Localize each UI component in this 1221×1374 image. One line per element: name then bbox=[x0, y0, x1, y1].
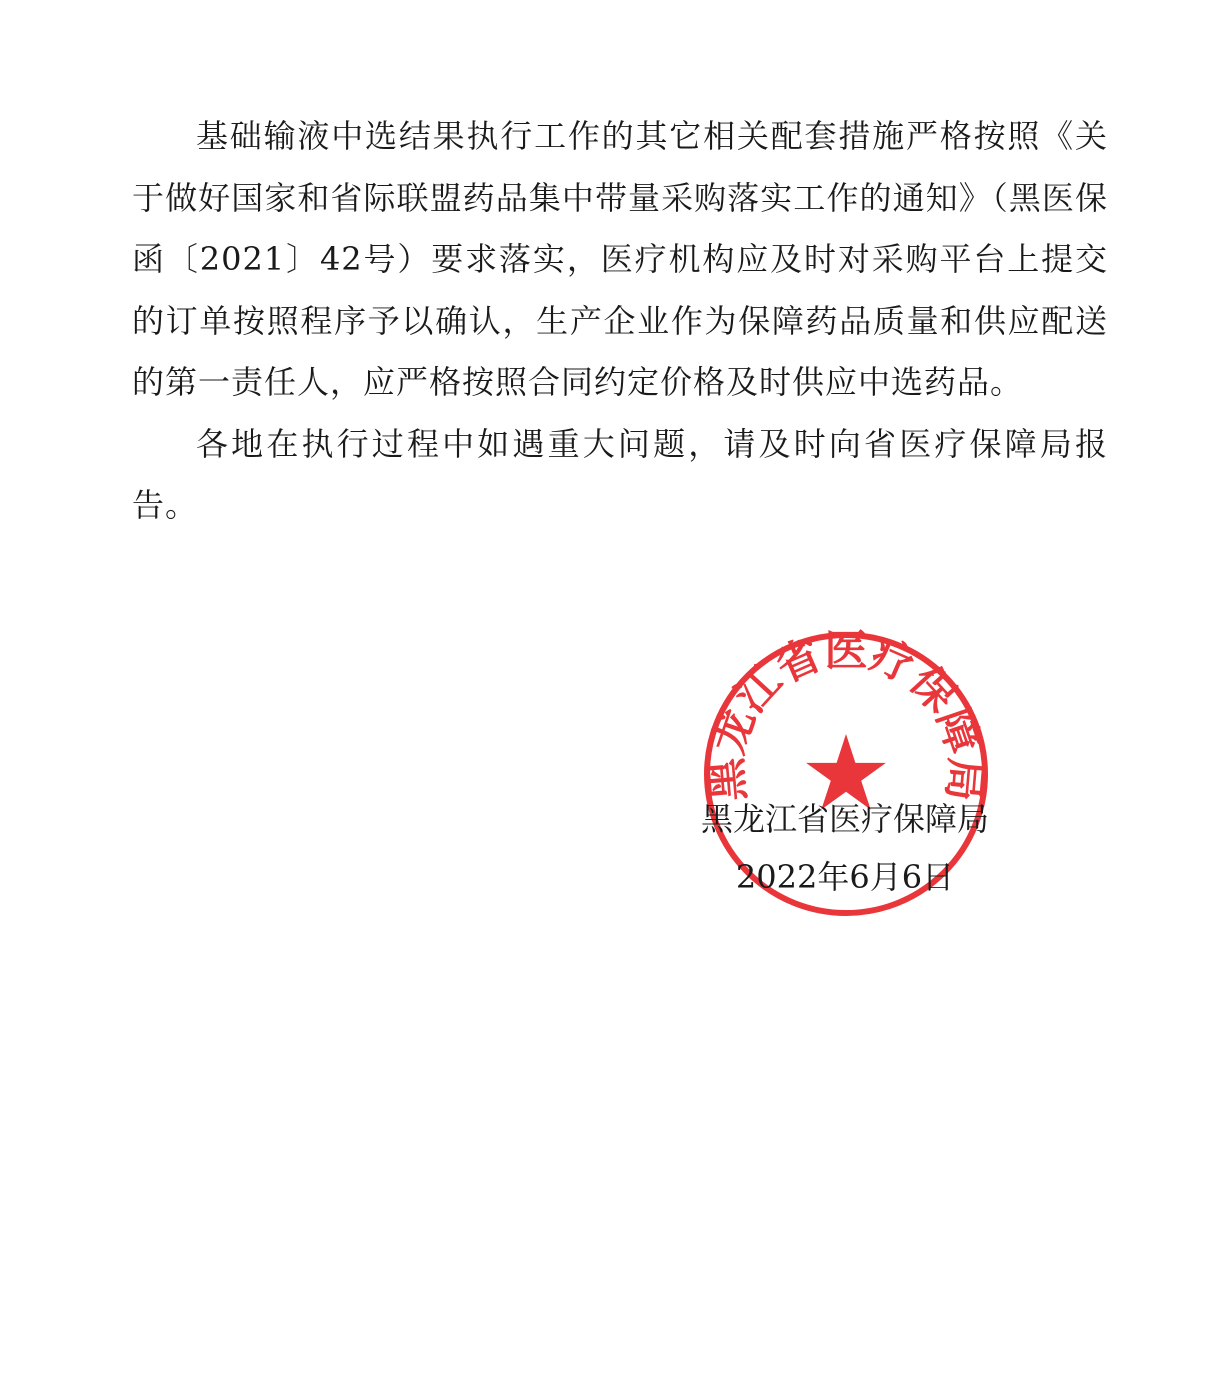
paragraph-report-issues: 各地在执行过程中如遇重大问题，请及时向省医疗保障局报告。 bbox=[132, 424, 1108, 524]
document-body bbox=[132, 106, 1108, 537]
signature-block bbox=[660, 790, 1030, 906]
issue-date: 2022年6月6日 bbox=[735, 858, 955, 896]
issuing-organization: 黑龙江省医疗保障局 bbox=[700, 800, 989, 838]
seal-text: 黑龙江省医疗保障局 bbox=[701, 628, 991, 803]
paragraph-procurement-measures: 基础输液中选结果执行工作的其它相关配套措施严格按照《关于做好国家和省际联盟药品集中带量采购落实工作的通知》（黑医保函〔2021〕42号）要求落实，医疗机构应及时对采购平台上提交的订单按照程序予以确认，生产企业作为保障药品质量和供应配送的第一责任人，应严格按照合同约定价格及时供应中选药品。 bbox=[132, 117, 1108, 401]
